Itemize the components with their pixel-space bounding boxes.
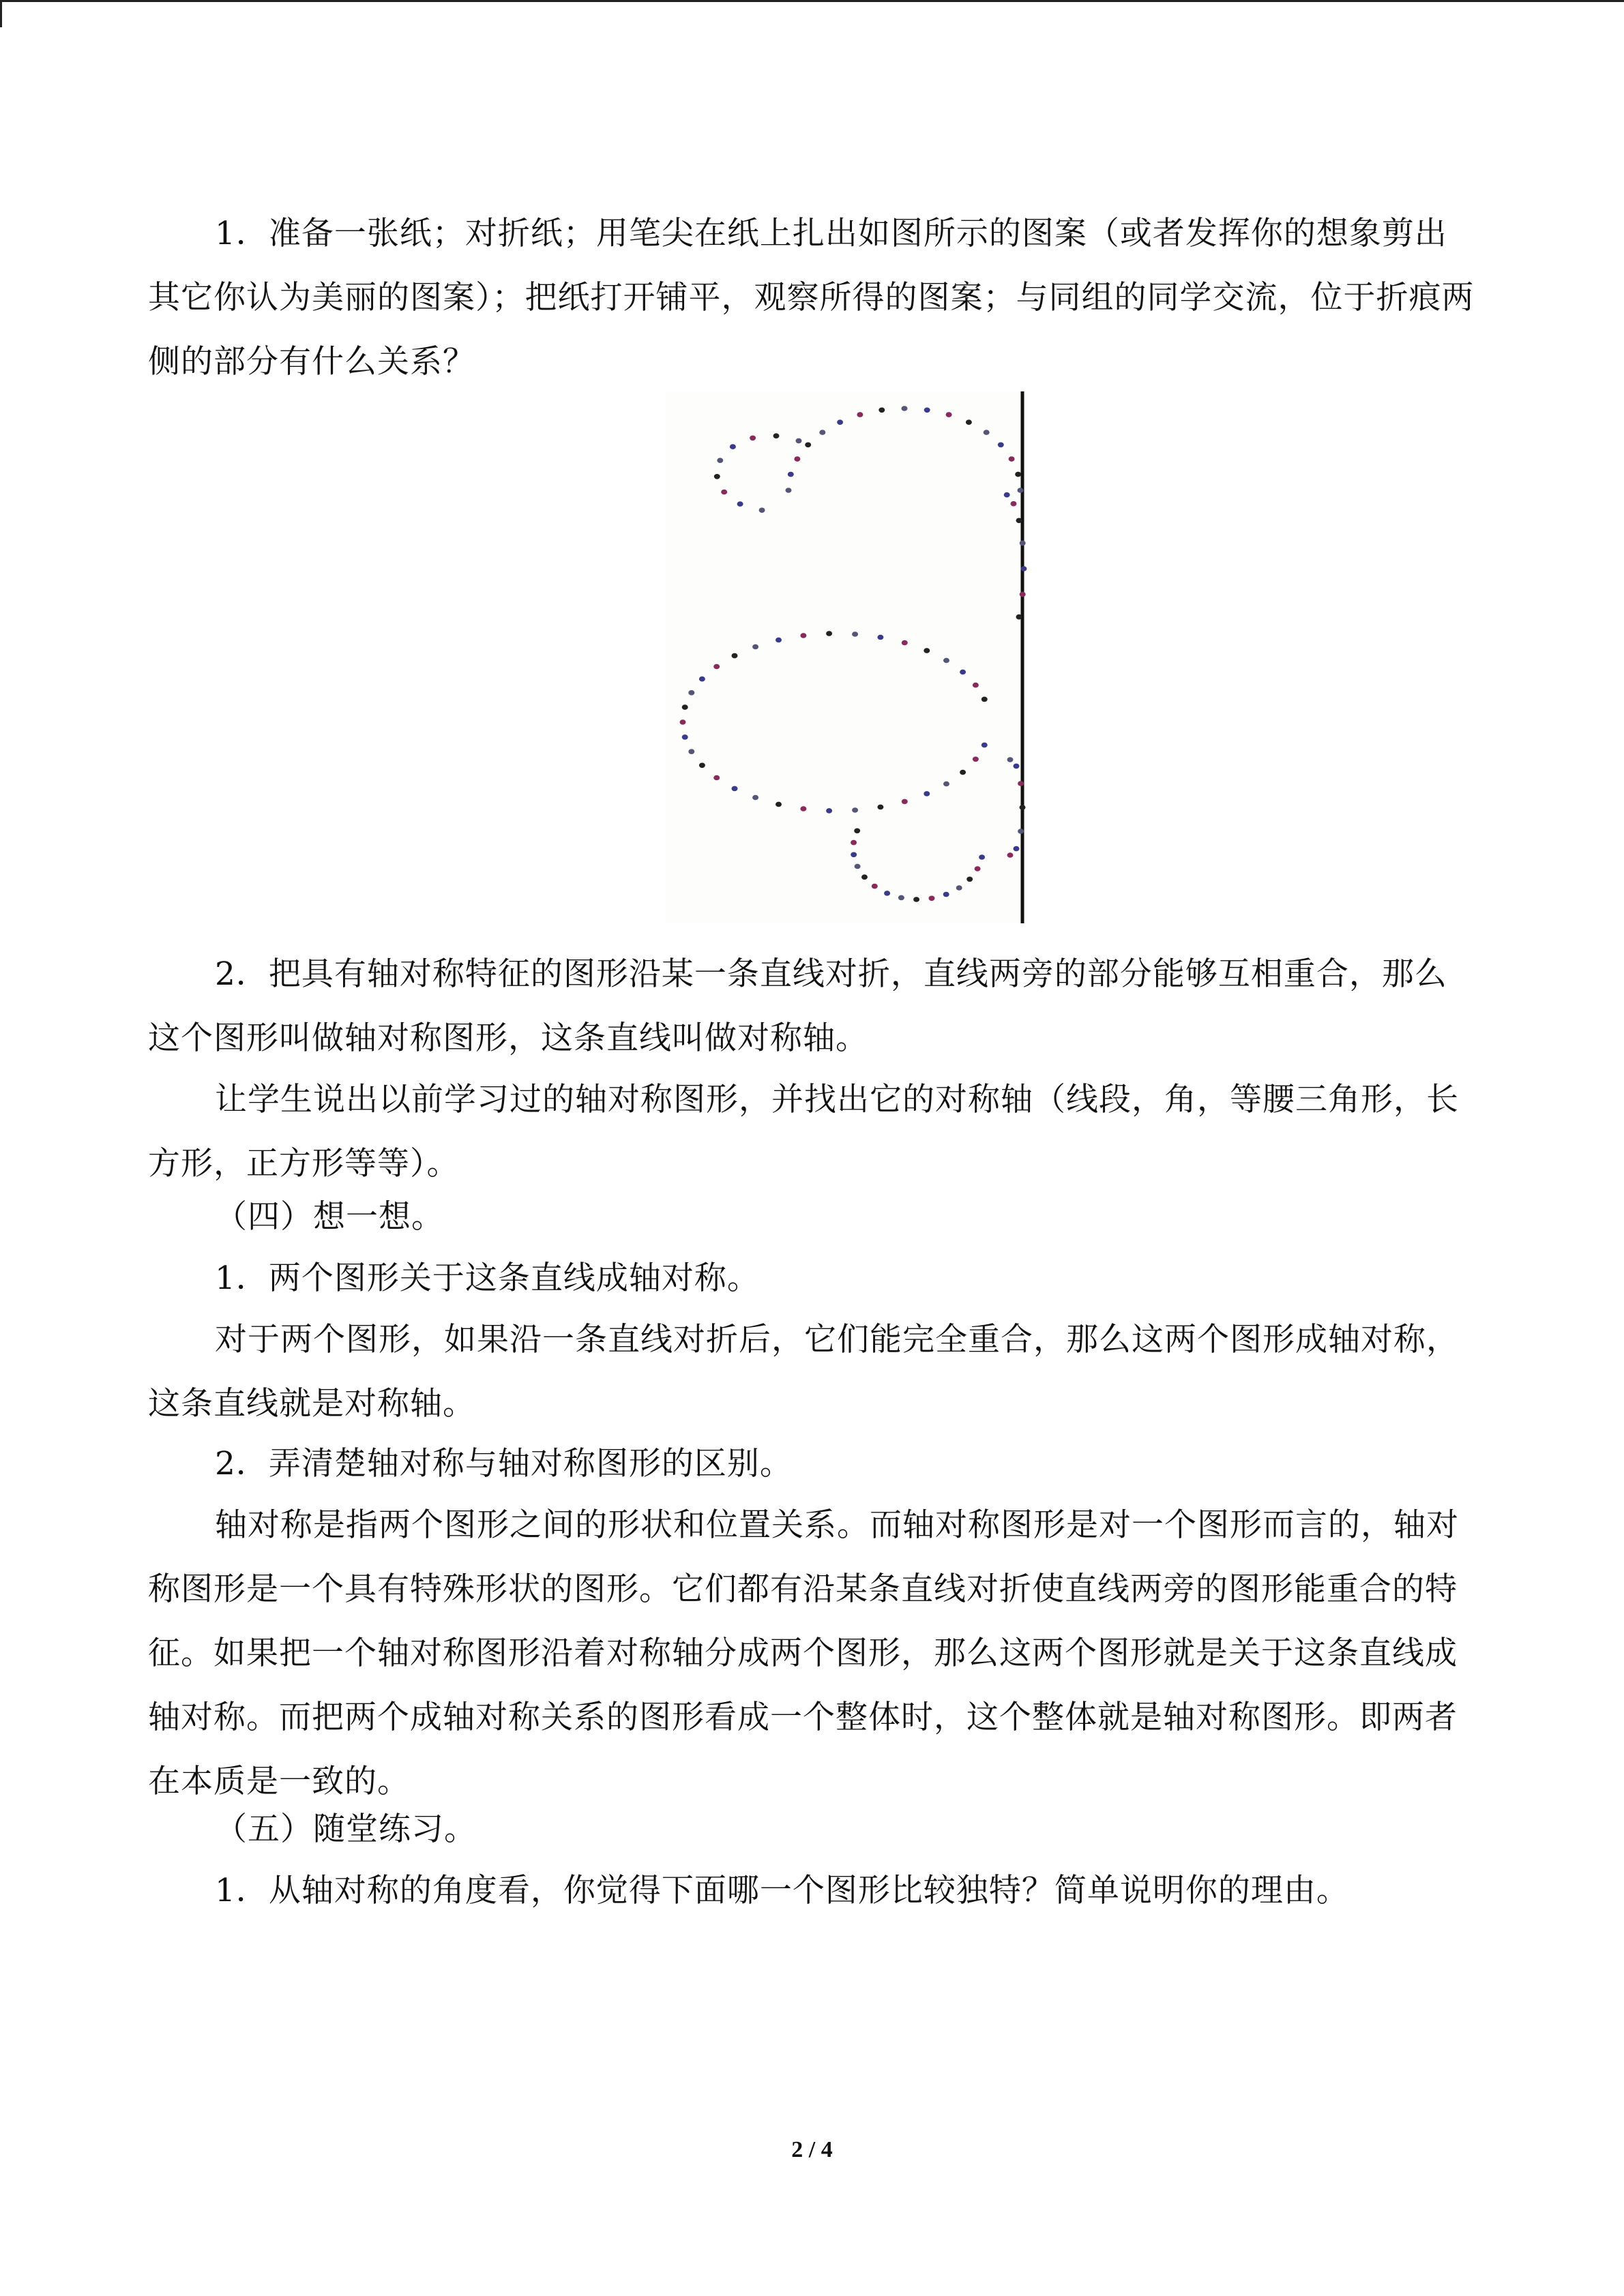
pattern-dot xyxy=(852,631,858,637)
pattern-dot xyxy=(960,670,966,675)
paragraph-6: 2．弄清楚轴对称与轴对称图形的区别。 xyxy=(215,1445,793,1482)
pattern-dot xyxy=(737,501,743,507)
pattern-dot xyxy=(981,743,988,748)
pattern-dot xyxy=(826,631,832,636)
paragraph-3: 让学生说出以前学习过的轴对称图形，并找出它的对称轴（线段，角，等腰三角形，长方形，正方形等等）。 xyxy=(148,1081,1459,1182)
pattern-dot xyxy=(879,408,885,413)
pattern-dot xyxy=(1018,829,1024,834)
pattern-dot xyxy=(943,892,949,897)
pattern-dot xyxy=(1007,852,1014,858)
pattern-dot xyxy=(788,472,794,477)
pattern-dot xyxy=(800,806,806,811)
pattern-dot xyxy=(1018,488,1024,493)
pattern-dot xyxy=(786,488,792,493)
paragraph-1: 1．准备一张纸；对折纸；用笔尖在纸上扎出如图所示的图案（或者发挥你的想象剪出其它你认为美丽的图案）；把纸打开铺平，观察所得的图案；与同组的同学交流，位于折痕两侧的部分有什么关系？ xyxy=(148,215,1475,381)
pattern-dot xyxy=(805,443,811,448)
pattern-dot xyxy=(794,456,800,462)
pattern-dot xyxy=(898,895,904,901)
pattern-dot xyxy=(1014,846,1020,852)
dotted-pattern-icon xyxy=(666,391,1027,923)
pattern-dot xyxy=(877,805,883,810)
pattern-dot xyxy=(1021,566,1027,571)
pattern-dot xyxy=(819,430,825,435)
pattern-dot xyxy=(973,683,979,688)
pattern-dot xyxy=(979,854,985,860)
paragraph-8: 1．从轴对称的角度看，你觉得下面哪一个图形比较独特？简单说明你的理由。 xyxy=(215,1872,1349,1909)
dotted-pattern-figure xyxy=(666,391,1027,923)
pattern-dot xyxy=(902,406,908,411)
pattern-dot xyxy=(837,419,843,425)
pattern-dot xyxy=(943,781,949,787)
pattern-dot xyxy=(752,795,758,801)
pattern-dot xyxy=(998,443,1004,448)
pattern-dots xyxy=(680,406,1027,902)
pattern-dot xyxy=(1018,781,1024,786)
pattern-dot xyxy=(872,884,878,889)
pattern-dot xyxy=(730,444,736,449)
paragraph-5: 对于两个图形，如果沿一条直线对折后，它们能完全重合，那么这两个图形成轴对称，这条直线就是对称轴。 xyxy=(148,1321,1459,1422)
page-left-border xyxy=(0,0,2,27)
pattern-dot xyxy=(851,840,857,846)
pattern-dot xyxy=(943,658,949,664)
pattern-dot xyxy=(1014,764,1020,769)
pattern-dot xyxy=(1016,614,1022,620)
pattern-dot xyxy=(1020,805,1026,810)
pattern-dot xyxy=(1016,518,1022,524)
pattern-dot xyxy=(721,490,727,495)
section-heading-4: （四）想一想。 xyxy=(215,1198,444,1236)
pattern-dot xyxy=(752,644,758,650)
page-number: 2 / 4 xyxy=(791,2137,833,2162)
pattern-dot xyxy=(680,719,686,725)
pattern-dot xyxy=(773,433,780,438)
pattern-dot xyxy=(776,638,782,643)
pattern-dot xyxy=(956,885,962,891)
paragraph-4: 1．两个图形关于这条直线成轴对称。 xyxy=(215,1259,760,1297)
pattern-dot xyxy=(750,436,756,441)
pattern-dot xyxy=(713,775,720,781)
pattern-dot xyxy=(966,419,972,425)
pattern-dot xyxy=(861,874,868,880)
pattern-dot xyxy=(924,648,930,653)
paragraph-7: 轴对称是指两个图形之间的形状和位置关系。而轴对称图形是对一个图形而言的，轴对称图形是一个具有特殊形状的图形。它们都有沿某条直线对折使直线两旁的图形能重合的特征。如果把一个轴对称图形沿着对称轴分成两个图形，那么这两个图形就是关于这条直线成轴对称。而把两个成轴对称关系的图形看成一个整体时，这个整体就是轴对称图形。即两者在本质是一致的。 xyxy=(148,1506,1459,1800)
pattern-dot xyxy=(776,802,782,807)
pattern-dot xyxy=(929,896,935,901)
paragraph-2: 2．把具有轴对称特征的图形沿某一条直线对折，直线两旁的部分能够互相重合，那么这个图形叫做轴对称图形，这条直线叫做对称轴。 xyxy=(148,955,1447,1057)
pattern-dot xyxy=(1020,541,1026,546)
pattern-dot xyxy=(877,635,883,640)
pattern-dot xyxy=(800,633,806,638)
pattern-dot xyxy=(1015,472,1021,477)
pattern-dot xyxy=(1004,492,1010,498)
pattern-dot xyxy=(796,438,802,444)
pattern-dot xyxy=(960,770,966,775)
pattern-dot xyxy=(884,891,890,896)
page-top-border xyxy=(0,0,1624,2)
pattern-dot xyxy=(682,704,688,710)
pattern-dot xyxy=(688,690,694,696)
pattern-dot xyxy=(852,807,858,813)
pattern-dot xyxy=(973,757,979,762)
pattern-dot xyxy=(1007,757,1014,762)
pattern-dot xyxy=(981,697,988,702)
pattern-dot xyxy=(946,412,952,417)
pattern-dot xyxy=(682,734,688,740)
pattern-dot xyxy=(924,791,930,796)
pattern-dot xyxy=(759,507,765,513)
pattern-dot xyxy=(699,676,705,682)
pattern-dot xyxy=(966,877,973,882)
pattern-dot xyxy=(826,808,832,814)
pattern-dot xyxy=(1020,592,1026,597)
section-heading-5: （五）随堂练习。 xyxy=(215,1810,477,1848)
pattern-dot xyxy=(717,458,723,463)
pattern-dot xyxy=(855,864,861,869)
pattern-dot xyxy=(902,799,908,805)
pattern-dot xyxy=(688,749,694,754)
pattern-dot xyxy=(1009,456,1015,462)
pattern-dot xyxy=(699,763,705,769)
pattern-dot xyxy=(924,408,930,413)
pattern-dot xyxy=(854,829,860,834)
pattern-dot xyxy=(984,430,990,435)
pattern-dot xyxy=(714,474,720,479)
pattern-dot xyxy=(851,852,857,858)
pattern-dot xyxy=(913,897,919,902)
pattern-dot xyxy=(732,653,738,659)
pattern-dot xyxy=(732,786,738,792)
pattern-dot xyxy=(975,866,981,871)
pattern-dot xyxy=(902,640,908,646)
pattern-dot xyxy=(1011,501,1017,507)
pattern-dot xyxy=(857,412,863,417)
pattern-dot xyxy=(713,664,720,670)
